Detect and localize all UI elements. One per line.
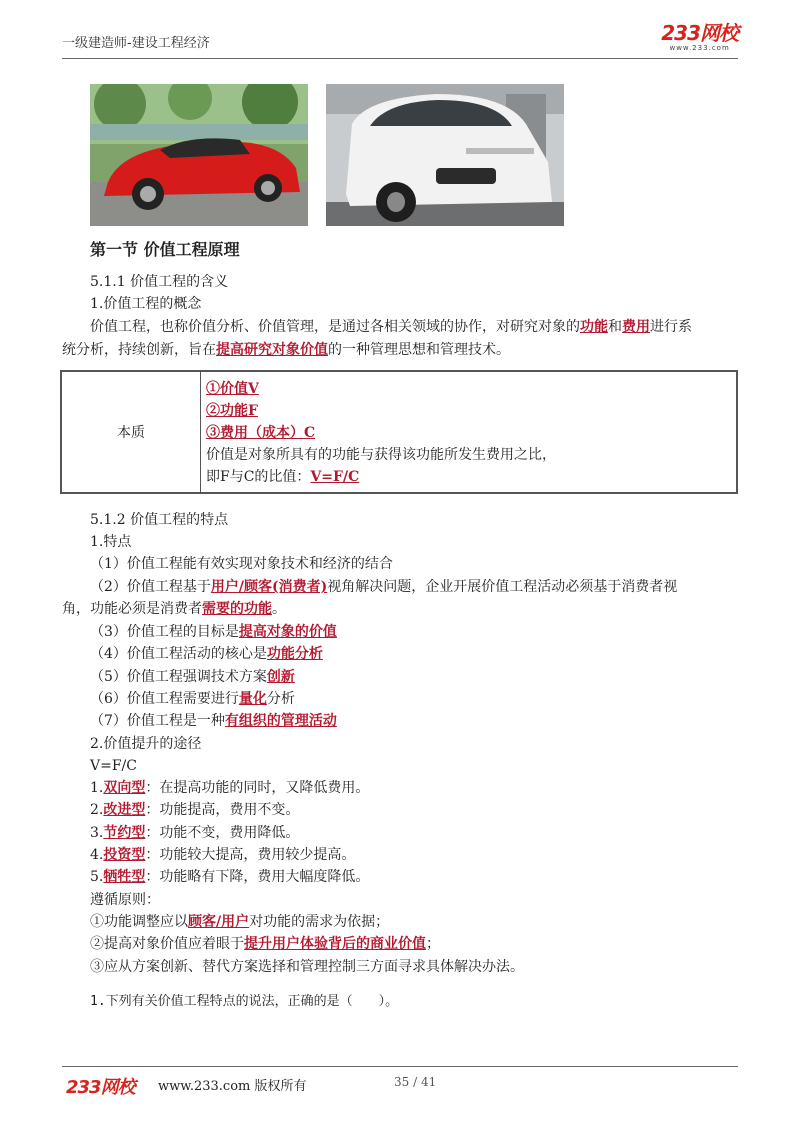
essence-cost: ③费用（成本）C bbox=[206, 425, 316, 441]
concept-paragraph-line2 bbox=[62, 340, 510, 360]
text: 5. bbox=[90, 869, 104, 885]
brand-logo[interactable] bbox=[661, 22, 738, 52]
feature-1: （1）价值工程能有效实现对象技术和经济的结合 bbox=[90, 556, 393, 572]
principle-2 bbox=[90, 934, 440, 954]
text: ：功能提高，费用不变。 bbox=[145, 802, 300, 818]
features-title: 1.特点 bbox=[90, 534, 132, 550]
emphasis: 双向型 bbox=[103, 780, 146, 796]
concept-title: 1.价值工程的概念 bbox=[90, 296, 202, 312]
text: ①功能调整应以 bbox=[90, 914, 188, 930]
emphasis: 提升用户体验背后的商业价值 bbox=[244, 936, 426, 952]
question: 1.下列有关价值工程特点的说法，正确的是（ ）。 bbox=[90, 994, 399, 1009]
text: 3. bbox=[90, 825, 104, 841]
feature-4 bbox=[90, 644, 323, 664]
text: 视角解决问题，企业开展价值工程活动必须基于消费者视 bbox=[327, 579, 678, 595]
text: ：功能略有下降，费用大幅度降低。 bbox=[145, 869, 370, 885]
way-1 bbox=[90, 778, 369, 798]
logo-url: www.233.com bbox=[669, 44, 730, 52]
text: （4）价值工程活动的核心是 bbox=[90, 646, 267, 662]
text: ； bbox=[426, 936, 440, 952]
text: ②提高对象价值应着眼于 bbox=[90, 936, 244, 952]
text: （5）价值工程强调技术方案 bbox=[90, 669, 267, 685]
text: 和 bbox=[608, 319, 622, 335]
red-sports-car-photo bbox=[90, 84, 308, 226]
text: 价值工程，也称价值分析、价值管理，是通过各相关领域的协作，对研究对象的 bbox=[90, 319, 580, 335]
way-3 bbox=[90, 823, 299, 843]
principle-1 bbox=[90, 912, 389, 932]
feature-7 bbox=[90, 711, 337, 731]
text: ：功能不变，费用降低。 bbox=[145, 825, 300, 841]
logo-text: 233网校 bbox=[661, 21, 738, 45]
emphasis: 提高研究对象价值 bbox=[216, 342, 328, 358]
text: （2）价值工程基于 bbox=[90, 579, 211, 595]
way-4 bbox=[90, 845, 355, 865]
concept-paragraph-line1 bbox=[90, 317, 692, 337]
emphasis: 用户/顾客(消费者) bbox=[210, 579, 328, 595]
subsection-512: 5.1.2 价值工程的特点 bbox=[90, 512, 229, 528]
text: ：功能较大提高，费用较少提高。 bbox=[145, 847, 356, 863]
essence-table bbox=[60, 370, 738, 494]
text: 分析 bbox=[266, 691, 295, 707]
essence-label: 本质 bbox=[62, 372, 201, 492]
principle-3: ③应从方案创新、替代方案选择和管理控制三方面寻求具体解决办法。 bbox=[90, 959, 524, 975]
feature-3 bbox=[90, 622, 337, 642]
emphasis: 功能分析 bbox=[266, 646, 323, 662]
essence-ratio-label: 即F与C的比值： bbox=[206, 469, 311, 485]
text: 角，功能必须是消费者 bbox=[62, 601, 202, 617]
ways-title: 2.价值提升的途径 bbox=[90, 736, 202, 752]
emphasis: 功能 bbox=[580, 319, 608, 335]
essence-value: ①价值V bbox=[206, 381, 259, 397]
formula: V=F/C bbox=[90, 758, 137, 774]
text: （3）价值工程的目标是 bbox=[90, 624, 239, 640]
text: 对功能的需求为依据； bbox=[249, 914, 390, 930]
feature-5 bbox=[90, 667, 295, 687]
text: 1. bbox=[90, 780, 104, 796]
white-suv-photo bbox=[326, 84, 564, 226]
essence-formula: V=F/C bbox=[310, 469, 360, 485]
page-number: 35 / 41 bbox=[394, 1075, 437, 1089]
header-title: 一级建造师-建设工程经济 bbox=[62, 36, 210, 51]
page-header bbox=[62, 22, 738, 59]
text: 统分析，持续创新，旨在 bbox=[62, 342, 216, 358]
emphasis: 提高对象的价值 bbox=[238, 624, 337, 640]
text: 的一种管理思想和管理技术。 bbox=[328, 342, 510, 358]
text: ：在提高功能的同时，又降低费用。 bbox=[145, 780, 370, 796]
emphasis: 需要的功能 bbox=[202, 601, 272, 617]
emphasis: 创新 bbox=[266, 669, 295, 685]
way-5 bbox=[90, 867, 369, 887]
essence-content bbox=[206, 378, 556, 488]
section-title: 第一节 价值工程原理 bbox=[90, 240, 240, 259]
text: （6）价值工程需要进行 bbox=[90, 691, 239, 707]
feature-2-line1 bbox=[90, 577, 677, 597]
essence-function: ②功能F bbox=[206, 403, 258, 419]
emphasis: 顾客/用户 bbox=[188, 914, 250, 930]
emphasis: 改进型 bbox=[103, 802, 146, 818]
footer-copyright: www.233.com 版权所有 bbox=[158, 1079, 307, 1094]
principles-title: 遵循原则： bbox=[90, 892, 160, 908]
text: 进行系 bbox=[650, 319, 692, 335]
subsection-511: 5.1.1 价值工程的含义 bbox=[90, 274, 229, 290]
feature-2-line2 bbox=[62, 599, 286, 619]
text: 4. bbox=[90, 847, 104, 863]
emphasis: 费用 bbox=[622, 319, 650, 335]
emphasis: 量化 bbox=[238, 691, 267, 707]
emphasis: 投资型 bbox=[103, 847, 146, 863]
text: 2. bbox=[90, 802, 104, 818]
way-2 bbox=[90, 800, 299, 820]
emphasis: 牺牲型 bbox=[103, 869, 146, 885]
emphasis: 有组织的管理活动 bbox=[224, 713, 337, 729]
text: （7）价值工程是一种 bbox=[90, 713, 225, 729]
essence-definition: 价值是对象所具有的功能与获得该功能所发生费用之比， bbox=[206, 447, 556, 463]
page-footer bbox=[62, 1066, 738, 1097]
emphasis: 节约型 bbox=[103, 825, 146, 841]
text: 。 bbox=[272, 601, 286, 617]
feature-6 bbox=[90, 689, 295, 709]
footer-logo[interactable]: 233网校 bbox=[66, 1077, 135, 1098]
